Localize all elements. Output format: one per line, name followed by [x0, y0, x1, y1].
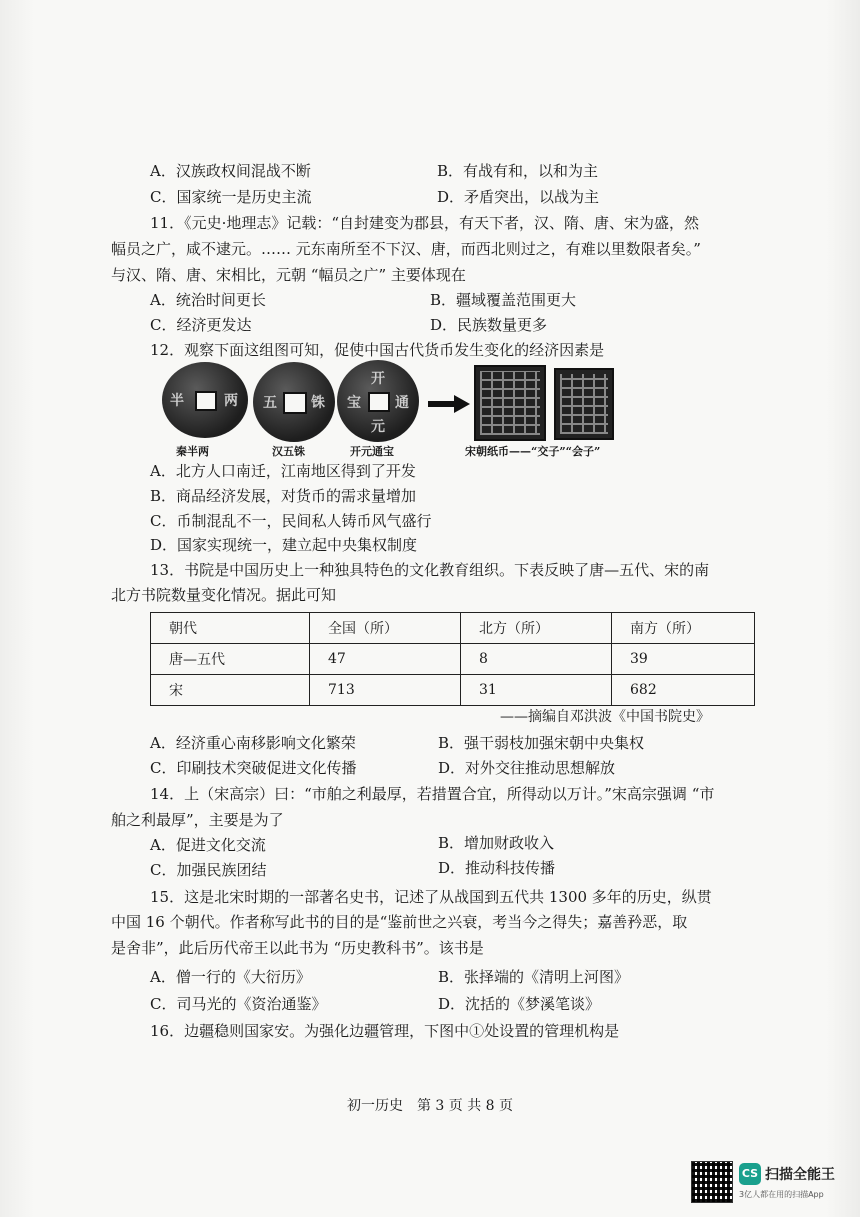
coin-square-hole	[368, 392, 390, 412]
camscanner-tagline: 3亿人都在用的扫描App	[739, 1190, 824, 1199]
caption-han-wuzhu: 汉五铢	[272, 445, 305, 458]
table-cell: 唐—五代	[151, 644, 310, 675]
coin-char: 宝	[347, 395, 361, 411]
camscanner-logo-icon: CS	[739, 1163, 761, 1185]
q11-option-b: B．疆域覆盖范围更大	[430, 291, 577, 309]
han-wuzhu-coin	[253, 362, 335, 442]
table-row	[151, 675, 755, 706]
q12-option-d: D．国家实现统一，建立起中央集权制度	[150, 536, 418, 554]
jiaozi-note-image	[474, 365, 546, 441]
table-header-cell: 全国（所）	[310, 613, 461, 644]
q13-stem-line1: 13．书院是中国历史上一种独具特色的文化教育组织。下表反映了唐—五代、宋的南	[150, 561, 710, 579]
q15-stem-line2: 中国 16 个朝代。作者称写此书的目的是“鉴前世之兴衰，考当今之得失；嘉善矜恶，取	[111, 913, 688, 931]
coin-square-hole	[283, 392, 307, 414]
caption-kaiyuan-tongbao: 开元通宝	[350, 445, 394, 458]
table-cell: 682	[612, 675, 755, 706]
q15-option-c: C．司马光的《资治通鉴》	[150, 995, 327, 1013]
table-header-row	[151, 613, 755, 644]
q10-option-b: B．有战有和，以和为主	[437, 162, 599, 180]
q10-option-a: A．汉族政权间混战不断	[150, 162, 311, 180]
coin-char: 两	[224, 393, 238, 409]
q11-option-a: A．统治时间更长	[150, 291, 266, 309]
q14-option-a: A．促进文化交流	[150, 836, 266, 854]
q10-option-c: C．国家统一是历史主流	[150, 188, 312, 206]
table-header-cell: 朝代	[151, 613, 310, 644]
q11-option-c: C．经济更发达	[150, 316, 252, 334]
q13-stem-line2: 北方书院数量变化情况。据此可知	[111, 586, 337, 604]
table-cell: 47	[310, 644, 461, 675]
table-cell: 8	[461, 644, 612, 675]
q13-option-a: A．经济重心南移影响文化繁荣	[150, 734, 356, 752]
caption-qin-banliang: 秦半两	[176, 445, 209, 458]
coin-square-hole	[195, 391, 217, 411]
q14-option-b: B．增加财政收入	[438, 834, 555, 852]
q11-stem-line3: 与汉、隋、唐、宋相比，元朝 “幅员之广” 主要体现在	[111, 266, 466, 284]
q15-stem-line3: 是舍非”，此后历代帝王以此书为 “历史教科书”。该书是	[111, 939, 484, 957]
q12-stem: 12．观察下面这组图可知，促使中国古代货币发生变化的经济因素是	[150, 341, 605, 359]
q11-stem-line2: 幅员之广，咸不逮元。…… 元东南所至不下汉、唐，而西北则过之，有难以里数限者矣。”	[111, 240, 701, 258]
q14-option-d: D．推动科技传播	[438, 859, 556, 877]
q12-option-a: A．北方人口南迁，江南地区得到了开发	[150, 462, 416, 480]
coin-char: 半	[170, 393, 184, 409]
table-header-cell: 南方（所）	[612, 613, 755, 644]
q15-option-b: B．张择端的《清明上河图》	[438, 968, 630, 986]
kaiyuan-tongbao-coin	[337, 360, 419, 442]
q14-option-c: C．加强民族团结	[150, 861, 267, 879]
coin-char: 铢	[311, 395, 325, 411]
page-footer: 初一历史 第 3 页 共 8 页	[346, 1098, 514, 1114]
table-cell: 713	[310, 675, 461, 706]
qr-code-icon	[691, 1161, 733, 1203]
coin-char: 通	[395, 395, 409, 411]
q11-stem-line1: 11．《元史·地理志》记载：“自封建变为郡县，有天下者，汉、隋、唐、宋为盛，然	[150, 214, 700, 232]
q10-option-d: D．矛盾突出，以战为主	[437, 188, 600, 206]
qin-banliang-coin	[162, 362, 248, 438]
q15-option-d: D．沈括的《梦溪笔谈》	[438, 995, 601, 1013]
q13-option-b: B．强干弱枝加强宋朝中央集权	[438, 734, 645, 752]
q13-option-d: D．对外交往推动思想解放	[438, 759, 616, 777]
q12-option-b: B．商品经济发展，对货币的需求量增加	[150, 487, 417, 505]
table-cell: 宋	[151, 675, 310, 706]
q13-option-c: C．印刷技术突破促进文化传播	[150, 759, 357, 777]
q15-stem-line1: 15．这是北宋时期的一部著名史书，记述了从战国到五代共 1300 多年的历史，纵贯	[150, 888, 712, 906]
q11-option-d: D．民族数量更多	[430, 316, 548, 334]
table-cell: 39	[612, 644, 755, 675]
huizi-note-image	[554, 368, 614, 440]
table-row	[151, 644, 755, 675]
table-source: ——摘编自邓洪波《中国书院史》	[500, 709, 710, 725]
q14-stem-line1: 14．上（宋高宗）曰：“市舶之利最厚，若措置合宜，所得动以万计。”宋高宗强调 “市	[150, 785, 715, 803]
academy-count-table	[150, 612, 755, 706]
caption-song-paper-money: 宋朝纸币——“交子”“会子”	[465, 445, 601, 458]
coin-char: 开	[371, 371, 385, 387]
camscanner-brand: 扫描全能王	[765, 1167, 835, 1183]
right-arrow-icon	[428, 395, 470, 413]
table-header-cell: 北方（所）	[461, 613, 612, 644]
q16-stem: 16．边疆稳则国家安。为强化边疆管理，下图中①处设置的管理机构是	[150, 1022, 620, 1040]
table-cell: 31	[461, 675, 612, 706]
q15-option-a: A．僧一行的《大衍历》	[150, 968, 311, 986]
q12-option-c: C．币制混乱不一，民间私人铸币风气盛行	[150, 512, 432, 530]
coin-char: 五	[263, 395, 277, 411]
q14-stem-line2: 舶之利最厚”，主要是为了	[111, 811, 284, 829]
coin-char: 元	[371, 419, 385, 435]
